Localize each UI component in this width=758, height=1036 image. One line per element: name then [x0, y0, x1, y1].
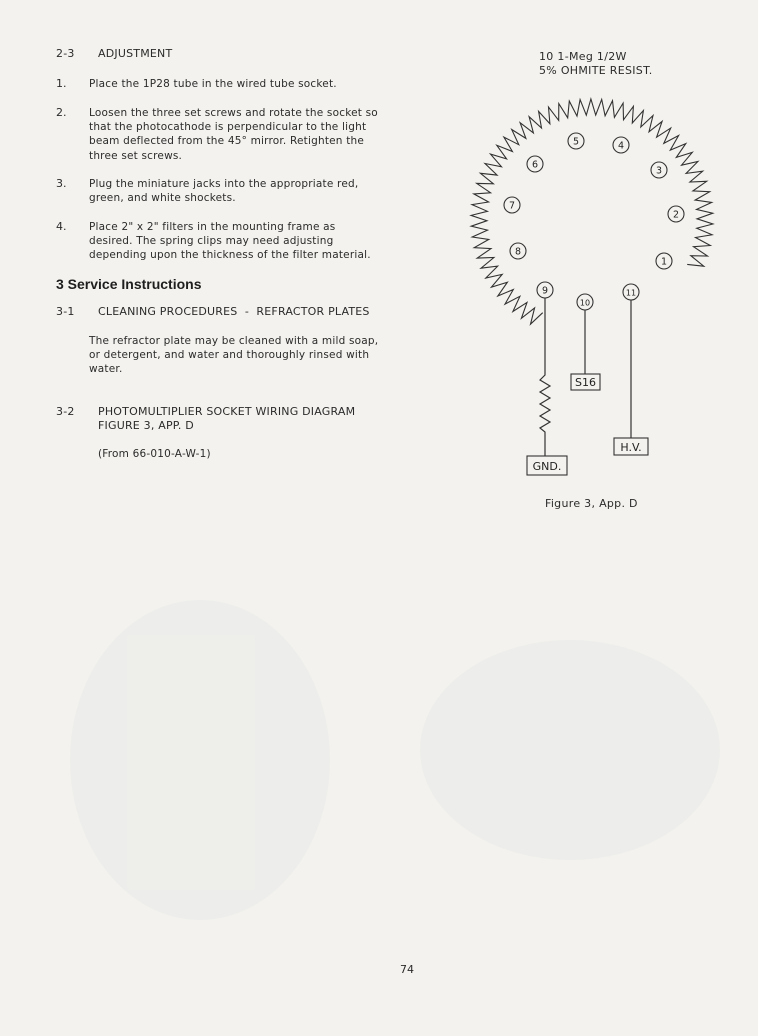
pin-3: [651, 162, 667, 178]
step-text: Place the 1P28 tube in the wired tube socket.: [89, 78, 337, 90]
step-number: 2.: [56, 106, 67, 119]
pin-1: [656, 253, 672, 269]
hv-terminal: [614, 438, 648, 455]
section-title: ADJUSTMENT: [98, 47, 173, 60]
resistor-note-line2: 5% OHMITE RESIST.: [539, 64, 653, 77]
figure-caption: Figure 3, App. D: [545, 497, 638, 510]
subsection-title-line2: FIGURE 3, APP. D: [98, 419, 194, 432]
pin-label: 6: [531, 159, 539, 171]
pin9-lead: [540, 297, 550, 456]
pin-6: [527, 156, 543, 172]
s16-label: S16: [575, 376, 596, 389]
step-text: Plug the miniature jacks into the appropriate red, green, and white shockets.: [89, 178, 359, 205]
resistor-note-line1: 10 1-Meg 1/2W: [539, 50, 627, 63]
step-number: 1.: [56, 77, 67, 90]
pin-label: 11: [625, 288, 637, 298]
subsection-title: CLEANING PROCEDURES - REFRACTOR PLATES: [98, 305, 370, 318]
gnd-terminal: [527, 456, 567, 475]
section-heading: 3 Service Instructions: [56, 276, 202, 292]
pin-9: [537, 282, 553, 298]
pin-label: 3: [655, 165, 663, 177]
source-reference: (From 66-010-A-W-1): [98, 448, 211, 460]
subsection-number: 3-2: [56, 405, 75, 418]
pin-circles: [504, 133, 684, 310]
step-text: Place 2" x 2" filters in the mounting frame as desired. The spring clips may need adjusting depending upon the thickness of the filter material.: [89, 221, 371, 262]
section-number: 2-3: [56, 47, 75, 60]
gnd-label: GND.: [532, 460, 562, 473]
pin-7: [504, 197, 520, 213]
subsection-number: 3-1: [56, 305, 75, 318]
pin-4: [613, 137, 629, 153]
s16-terminal: [571, 374, 600, 390]
pin-label: 1: [660, 256, 668, 268]
step-number: 3.: [56, 177, 67, 190]
pin-5: [568, 133, 584, 149]
pin-label: 8: [514, 246, 522, 258]
pin-label: 5: [572, 136, 580, 148]
pin-label: 9: [541, 285, 549, 297]
pin-11: [623, 284, 639, 300]
pin-10: [577, 294, 593, 310]
page-number: 74: [400, 963, 414, 976]
pin-label: 2: [672, 209, 680, 221]
pin-8: [510, 243, 526, 259]
pin-label: 10: [579, 298, 591, 308]
subsection-title: PHOTOMULTIPLIER SOCKET WIRING DIAGRAM: [98, 405, 356, 418]
hv-label: H.V.: [620, 441, 642, 454]
pin-2: [668, 206, 684, 222]
step-number: 4.: [56, 220, 67, 233]
subsection-body: The refractor plate may be cleaned with a mild soap, or detergent, and water and thoroughly rinsed with water.: [89, 335, 379, 376]
pin-label: 4: [617, 140, 625, 152]
pin-label: 7: [508, 200, 516, 212]
step-text: Loosen the three set screws and rotate the socket so that the photocathode is perpendicular to the light beam deflected from the 45° mirror. Retighten the three set screws.: [89, 107, 378, 162]
